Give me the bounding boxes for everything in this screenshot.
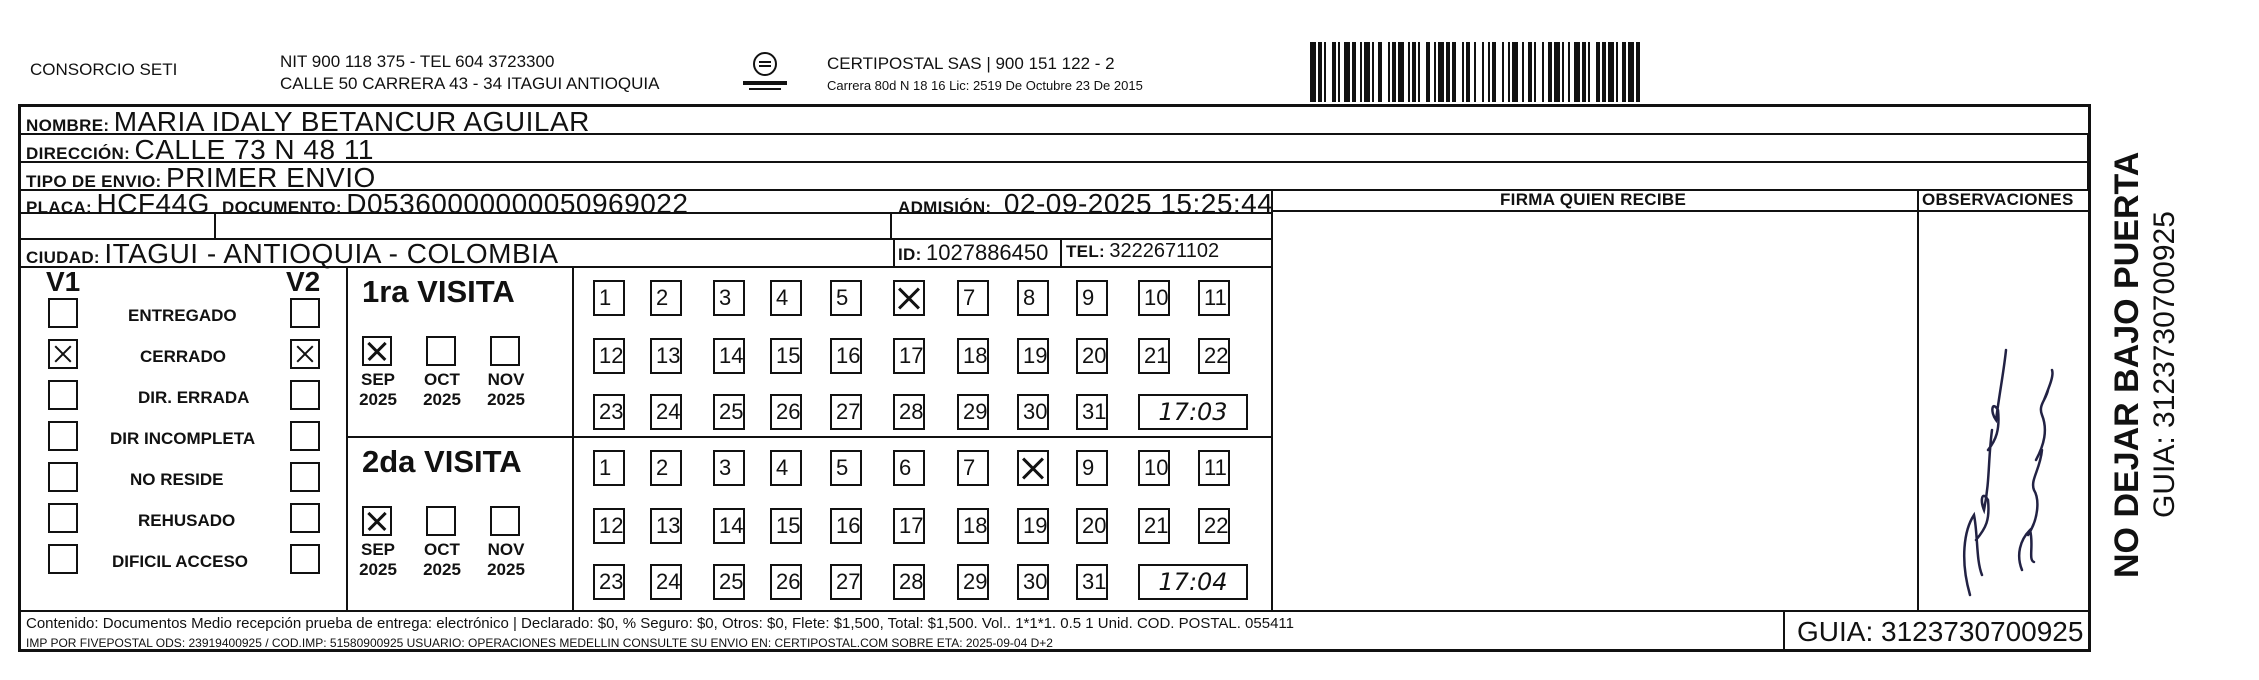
- day-box[interactable]: 12: [593, 338, 625, 374]
- id-value: 1027886450: [926, 240, 1049, 265]
- day-box[interactable]: 19: [1017, 508, 1049, 544]
- footer-contenido: Contenido: Documentos Medio recepción prueba de entrega: electrónico | Declarado: $0, % Seguro: $0, Otros: $0, Flete: $1,500, Total: $1,500. Vol.. 1*1*1. 0.5 1 Unid. COD. POSTAL. 055411: [26, 615, 1294, 632]
- nombre-value: MARIA IDALY BETANCUR AGUILAR: [113, 106, 590, 137]
- day-box[interactable]: 23: [593, 394, 625, 430]
- v1-checkbox[interactable]: [48, 339, 78, 369]
- v1-checkbox[interactable]: [48, 380, 78, 410]
- reason-label: DIR INCOMPLETA: [110, 429, 256, 448]
- day-box[interactable]: 16: [830, 508, 862, 544]
- nombre-label: NOMBRE:: [26, 116, 110, 135]
- month-label: [350, 540, 406, 580]
- month-label: [414, 370, 470, 410]
- day-box[interactable]: 25: [713, 394, 745, 430]
- day-box[interactable]: 27: [830, 394, 862, 430]
- day-box[interactable]: 18: [957, 338, 989, 374]
- footer-imp: IMP POR FIVEPOSTAL ODS: 23919400925 / COD.IMP: 51580900925 USUARIO: OPERACIONES MEDELLIN CONSULTE SU ENVIO EN: CERTIPOSTAL.COM SOBRE ETA: 2025-09-04 D+2: [26, 636, 1053, 650]
- day-box[interactable]: 25: [713, 564, 745, 600]
- month-label: [350, 370, 406, 410]
- day-box[interactable]: 7: [957, 450, 989, 486]
- month-year: 2025: [359, 560, 397, 579]
- day-box[interactable]: 10: [1138, 280, 1170, 316]
- day-box[interactable]: 3: [713, 450, 745, 486]
- certipostal-line: CERTIPOSTAL SAS | 900 151 122 - 2: [827, 54, 1115, 73]
- day-box[interactable]: 2: [650, 450, 682, 486]
- certipostal-address: Carrera 80d N 18 16 Lic: 2519 De Octubre 23 De 2015: [827, 78, 1143, 93]
- visit-title: 1ra VISITA: [362, 274, 515, 309]
- day-box[interactable]: 12: [593, 508, 625, 544]
- month-name: OCT: [424, 540, 460, 559]
- month-name: OCT: [424, 370, 460, 389]
- ciudad-value: ITAGUI - ANTIOQUIA - COLOMBIA: [104, 238, 559, 269]
- day-box[interactable]: 2: [650, 280, 682, 316]
- day-box[interactable]: [893, 280, 925, 316]
- barcode: [1310, 42, 1930, 102]
- month-checkbox[interactable]: [426, 506, 456, 536]
- field-tel: [1066, 240, 1219, 263]
- v1-checkbox[interactable]: [48, 544, 78, 574]
- day-box[interactable]: 26: [770, 564, 802, 600]
- documento-value: D05360000000050969022: [346, 188, 689, 219]
- day-box[interactable]: 4: [770, 450, 802, 486]
- v2-checkbox[interactable]: [290, 503, 320, 533]
- month-year: 2025: [423, 390, 461, 409]
- nit-line: NIT 900 118 375 - TEL 604 3723300: [280, 52, 555, 71]
- tel-value: 3222671102: [1109, 240, 1220, 262]
- day-box[interactable]: 26: [770, 394, 802, 430]
- month-checkbox[interactable]: [490, 336, 520, 366]
- admision-label: ADMISIÓN:: [898, 198, 992, 217]
- day-box[interactable]: 9: [1076, 280, 1108, 316]
- day-box[interactable]: 17: [893, 338, 925, 374]
- certipostal-logo-icon: [735, 48, 795, 94]
- month-year: 2025: [423, 560, 461, 579]
- day-box[interactable]: 14: [713, 508, 745, 544]
- v1-checkbox[interactable]: [48, 462, 78, 492]
- day-box[interactable]: 15: [770, 338, 802, 374]
- v2-checkbox[interactable]: [290, 462, 320, 492]
- day-box[interactable]: 6: [893, 450, 925, 486]
- field-placa: [26, 188, 210, 220]
- month-name: SEP: [360, 540, 396, 559]
- month-name: NOV: [487, 370, 525, 389]
- side-no-dejar: NO DEJAR BAJO PUERTA: [2108, 151, 2146, 578]
- day-box[interactable]: 9: [1076, 450, 1108, 486]
- reason-label: CERRADO: [140, 347, 226, 366]
- visit-time: 17:04: [1138, 564, 1248, 600]
- day-box[interactable]: 31: [1076, 394, 1108, 430]
- day-box[interactable]: 30: [1017, 564, 1049, 600]
- month-year: 2025: [359, 390, 397, 409]
- v2-checkbox[interactable]: [290, 298, 320, 328]
- day-box[interactable]: 24: [650, 564, 682, 600]
- tipo-label: TIPO DE ENVIO:: [26, 172, 162, 191]
- day-box[interactable]: 17: [893, 508, 925, 544]
- day-box[interactable]: 11: [1198, 280, 1230, 316]
- day-box[interactable]: 31: [1076, 564, 1108, 600]
- day-box[interactable]: 23: [593, 564, 625, 600]
- observaciones-handwriting: [1930, 330, 2080, 600]
- day-box[interactable]: 11: [1198, 450, 1230, 486]
- reason-label: NO RESIDE: [130, 470, 224, 489]
- month-label: [414, 540, 470, 580]
- reason-label: ENTREGADO: [128, 306, 237, 325]
- v2-checkbox[interactable]: [290, 544, 320, 574]
- month-year: 2025: [487, 390, 525, 409]
- month-checkbox[interactable]: [426, 336, 456, 366]
- day-box[interactable]: 27: [830, 564, 862, 600]
- day-box[interactable]: 10: [1138, 450, 1170, 486]
- day-box[interactable]: 24: [650, 394, 682, 430]
- day-box[interactable]: [1017, 450, 1049, 486]
- day-box[interactable]: 20: [1076, 508, 1108, 544]
- barcode-bar: [1640, 42, 1642, 102]
- direccion-label: DIRECCIÓN:: [26, 144, 131, 163]
- v2-checkbox[interactable]: [290, 421, 320, 451]
- day-box[interactable]: 15: [770, 508, 802, 544]
- day-box[interactable]: 30: [1017, 394, 1049, 430]
- reason-label: DIFICIL ACCESO: [112, 552, 249, 571]
- day-box[interactable]: 8: [1017, 280, 1049, 316]
- month-checkbox[interactable]: [362, 336, 392, 366]
- v2-checkbox[interactable]: [290, 380, 320, 410]
- direccion-value: CALLE 73 N 48 11: [134, 134, 374, 165]
- day-box[interactable]: 22: [1198, 338, 1230, 374]
- day-box[interactable]: 29: [957, 564, 989, 600]
- day-box[interactable]: 28: [893, 564, 925, 600]
- month-name: SEP: [360, 370, 396, 389]
- tipo-value: PRIMER ENVIO: [165, 162, 376, 193]
- day-box[interactable]: 1: [593, 280, 625, 316]
- company-name: CONSORCIO SETI: [30, 60, 178, 79]
- month-year: 2025: [487, 560, 525, 579]
- day-box[interactable]: 29: [957, 394, 989, 430]
- day-box[interactable]: 5: [830, 450, 862, 486]
- day-box[interactable]: 19: [1017, 338, 1049, 374]
- field-admision: [898, 188, 1273, 220]
- id-label: ID:: [898, 245, 922, 264]
- month-checkbox[interactable]: [490, 506, 520, 536]
- day-box[interactable]: 22: [1198, 508, 1230, 544]
- day-box[interactable]: 21: [1138, 338, 1170, 374]
- day-box[interactable]: 16: [830, 338, 862, 374]
- day-box[interactable]: 7: [957, 280, 989, 316]
- v2-checkbox[interactable]: [290, 339, 320, 369]
- field-id: [898, 240, 1048, 266]
- month-name: NOV: [487, 540, 525, 559]
- side-guia: GUIA: 3123730700925: [2148, 211, 2181, 518]
- day-box[interactable]: 28: [893, 394, 925, 430]
- placa-label: PLACA:: [26, 198, 93, 217]
- month-label: [478, 540, 534, 580]
- day-box[interactable]: 4: [770, 280, 802, 316]
- day-box[interactable]: 1: [593, 450, 625, 486]
- ciudad-label: CIUDAD:: [26, 248, 100, 267]
- day-box[interactable]: 5: [830, 280, 862, 316]
- firma-header: FIRMA QUIEN RECIBE: [1500, 190, 1687, 209]
- visit-time: 17:03: [1138, 394, 1248, 430]
- company-address: CALLE 50 CARRERA 43 - 34 ITAGUI ANTIOQUIA: [280, 74, 660, 93]
- v1-checkbox[interactable]: [48, 298, 78, 328]
- month-label: [478, 370, 534, 410]
- documento-label: DOCUMENTO:: [222, 198, 342, 217]
- day-box[interactable]: 21: [1138, 508, 1170, 544]
- day-box[interactable]: 14: [713, 338, 745, 374]
- v1-checkbox[interactable]: [48, 503, 78, 533]
- day-box[interactable]: 13: [650, 508, 682, 544]
- observaciones-header: OBSERVACIONES: [1922, 190, 2074, 209]
- reason-label: REHUSADO: [138, 511, 236, 530]
- day-box[interactable]: 20: [1076, 338, 1108, 374]
- footer-guia: GUIA: 3123730700925: [1797, 616, 2084, 647]
- visit-title: 2da VISITA: [362, 444, 522, 479]
- reason-label: DIR. ERRADA: [138, 388, 250, 407]
- v1-checkbox[interactable]: [48, 421, 78, 451]
- v1-label: V1: [46, 266, 81, 297]
- month-checkbox[interactable]: [362, 506, 392, 536]
- placa-value: HCF44G: [96, 188, 210, 219]
- v2-label: V2: [286, 266, 321, 297]
- tel-label: TEL:: [1066, 242, 1105, 261]
- admision-value: 02-09-2025 15:25:44: [1003, 188, 1274, 219]
- field-documento: [222, 188, 688, 220]
- day-box[interactable]: 13: [650, 338, 682, 374]
- day-box[interactable]: 3: [713, 280, 745, 316]
- day-box[interactable]: 18: [957, 508, 989, 544]
